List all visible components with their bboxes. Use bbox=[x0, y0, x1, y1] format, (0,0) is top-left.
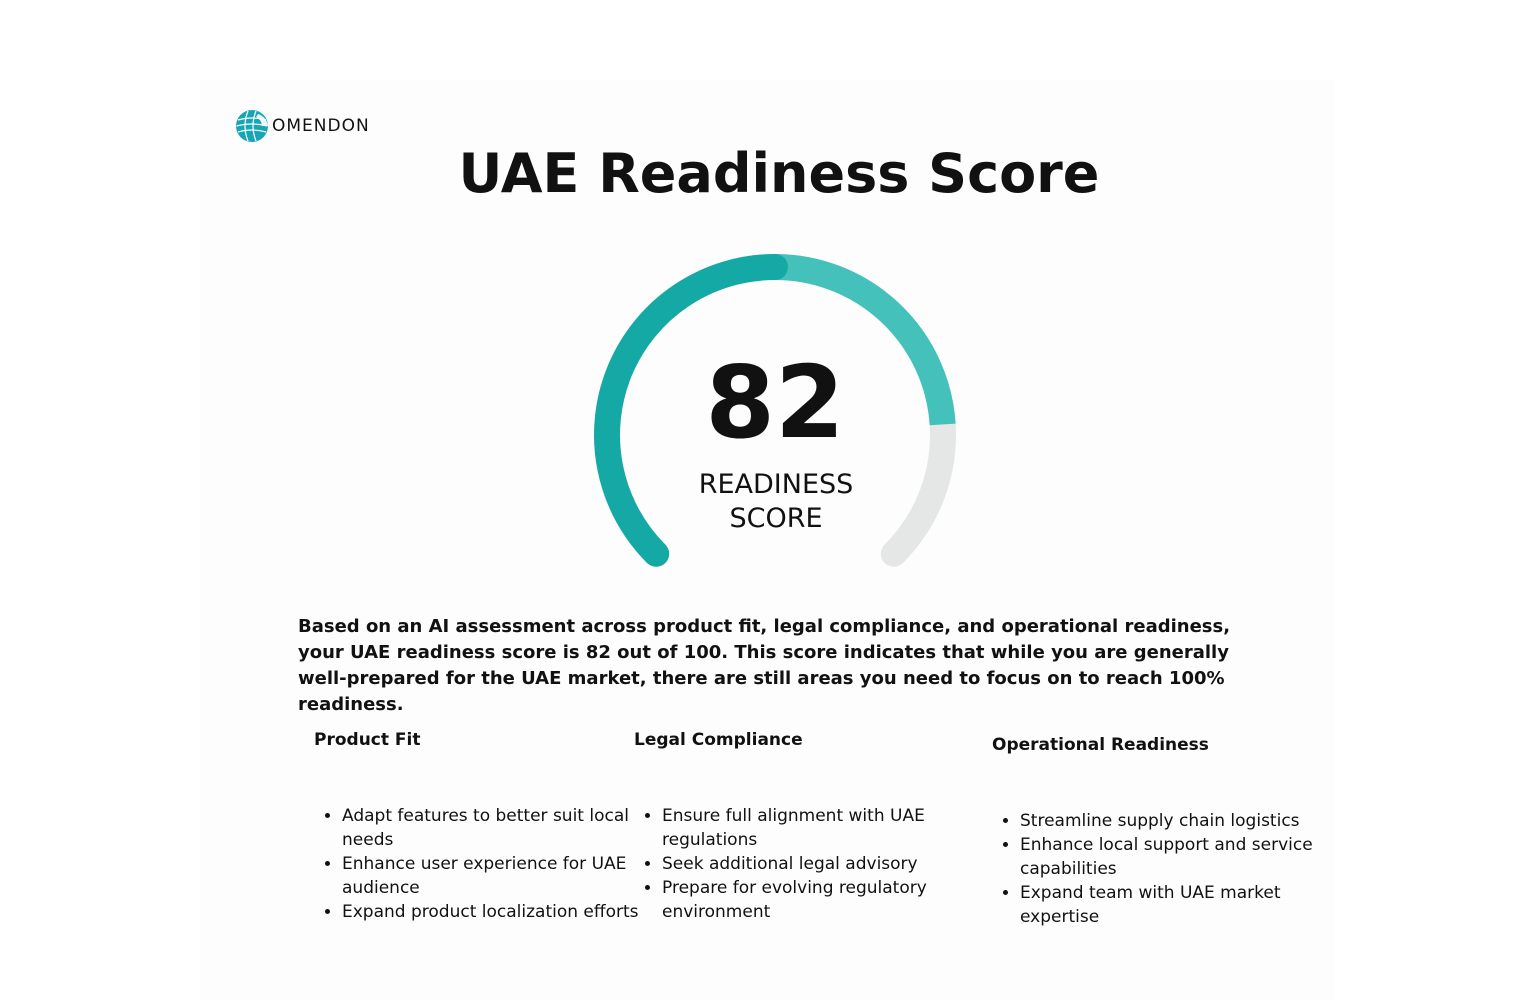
list-item: • Adapt features to better suit local needs bbox=[342, 804, 642, 852]
assessment-summary: Based on an AI assessment across product fit, legal compliance, and operational readiness, your UAE readiness score is 82 out of 100. This score indicates that while you are generally well-prepared for the UAE market, there are still areas you need to focus on to reach 100% readiness. bbox=[298, 616, 1231, 715]
list-item: • Streamline supply chain logistics bbox=[1020, 809, 1320, 833]
category-operational-readiness bbox=[992, 735, 1313, 927]
brand-name: OMENDON bbox=[272, 116, 370, 136]
category-product-fit bbox=[314, 730, 639, 922]
list-item: • Ensure full alignment with UAE regulations bbox=[662, 804, 962, 852]
category-legal-compliance bbox=[634, 730, 954, 922]
list-item: • Enhance user experience for UAE audience bbox=[342, 852, 642, 900]
brand-logo bbox=[234, 108, 370, 144]
list-item: • Prepare for evolving regulatory environment bbox=[662, 876, 962, 924]
list-item: • Expand team with UAE market expertise bbox=[1020, 881, 1320, 929]
category-heading: Legal Compliance bbox=[634, 730, 803, 750]
category-heading: Product Fit bbox=[314, 730, 421, 750]
list-item: • Seek additional legal advisory bbox=[662, 852, 962, 876]
list-item: • Enhance local support and service capabilities bbox=[1020, 833, 1320, 881]
page-title: UAE Readiness Score bbox=[458, 142, 1100, 205]
category-list bbox=[634, 804, 962, 924]
list-item: • Expand product localization efforts bbox=[342, 900, 642, 924]
category-list bbox=[992, 809, 1320, 929]
score-label: READINESS SCORE bbox=[698, 469, 854, 534]
category-list bbox=[314, 804, 642, 924]
globe-logo-icon bbox=[234, 108, 270, 144]
category-heading: Operational Readiness bbox=[992, 735, 1209, 755]
score-value: 82 bbox=[705, 344, 845, 461]
